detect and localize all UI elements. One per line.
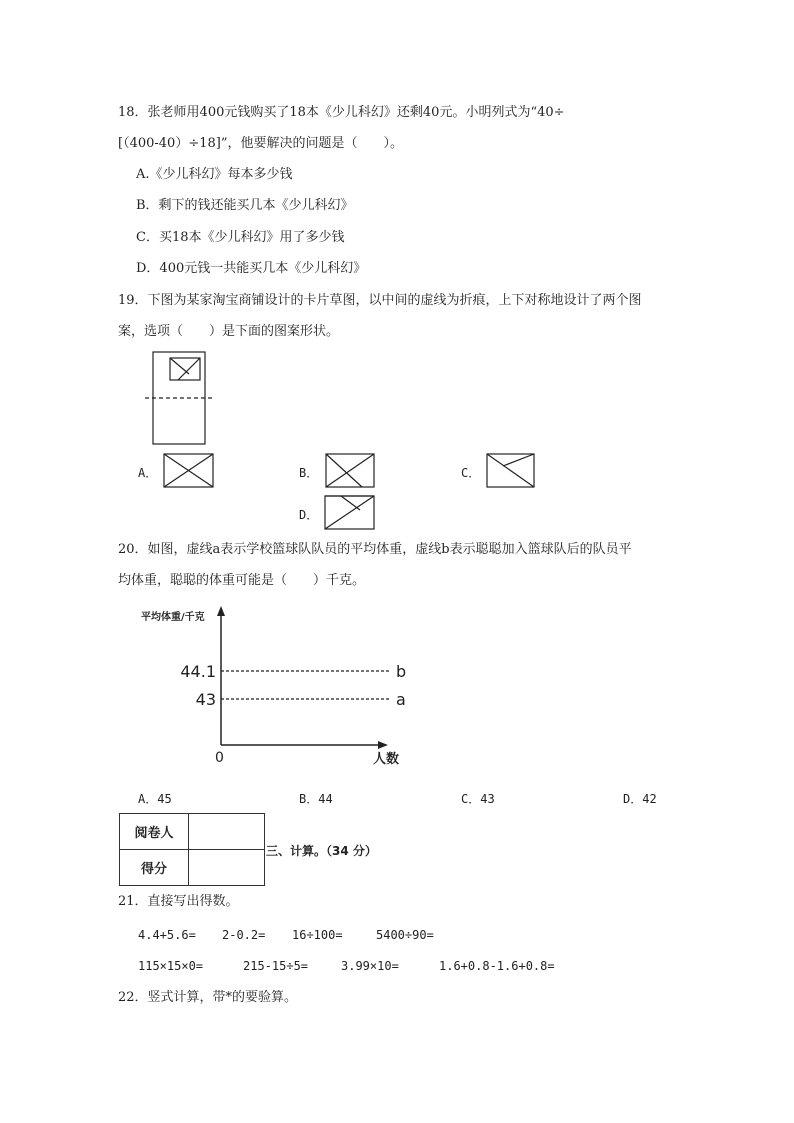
x-axis-title: 人数 — [373, 752, 400, 767]
q18-option-d: D．400元钱一共能买几本《少儿科幻》 — [136, 261, 367, 276]
score-table — [119, 813, 265, 886]
q20-option-c: C．43 — [461, 792, 495, 806]
q20-stem-line1: 20．如图，虚线a表示学校篮球队队员的平均体重，虚线b表示聪聪加入篮球队后的队员平 — [118, 542, 632, 557]
q18-option-c: C．买18本《少儿科幻》用了多少钱 — [136, 230, 345, 245]
q21-expr-2: 2-0.2= — [222, 928, 266, 942]
q18-stem-line1: 18．张老师用400元钱购买了18本《少儿科幻》还剩40元。小明列式为“40÷ — [118, 105, 565, 120]
q20-option-b: B．44 — [299, 792, 333, 806]
series-label-a: a — [396, 690, 406, 709]
score-label: 得分 — [120, 850, 189, 886]
q19-stem-line1: 19．下图为某家淘宝商铺设计的卡片草图，以中间的虚线为折痕，上下对称地设计了两个图 — [118, 293, 642, 308]
q21-title: 21．直接写出得数。 — [118, 894, 239, 909]
q18-stem-line2: [（400-40）÷18]”，他要解决的问题是（ ）。 — [118, 136, 403, 151]
q20-option-d: D．42 — [623, 792, 657, 806]
q20-option-a: A．45 — [138, 792, 172, 806]
grader-label: 阅卷人 — [120, 814, 189, 850]
origin-label: 0 — [215, 750, 224, 766]
y-axis-arrow — [217, 606, 225, 616]
q20-stem-line2: 均体重，聪聪的体重可能是（ ）千克。 — [118, 573, 366, 588]
q21-expr-1: 4.4+5.6= — [138, 928, 196, 942]
q22-title: 22．竖式计算，带*的要验算。 — [118, 990, 298, 1005]
q18-option-a: A.《少儿科幻》每本多少钱 — [136, 167, 293, 182]
section-3-title: 三、计算。（34 分） — [266, 844, 377, 858]
q19-option-d-label: D． — [299, 508, 319, 522]
y-axis-title: 平均体重/千克 — [141, 612, 205, 623]
y-tick-label-b: 44.1 — [180, 662, 216, 681]
y-tick-label-a: 43 — [195, 690, 216, 709]
series-label-b: b — [396, 662, 407, 681]
q21-expr-4: 5400÷90= — [376, 928, 434, 942]
q21-expr-6: 215-15÷5= — [243, 959, 309, 973]
q18-option-b: B．剩下的钱还能买几本《少儿科幻》 — [136, 198, 354, 213]
q21-expr-8: 1.6+0.8-1.6+0.8= — [439, 959, 555, 973]
q19-option-a-label: A． — [138, 466, 158, 480]
q19-option-b-label: B． — [299, 466, 319, 480]
x-axis-arrow — [378, 741, 388, 749]
q21-expr-5: 115×15×0= — [138, 959, 204, 973]
q21-expr-7: 3.99×10= — [341, 959, 399, 973]
score-cell — [189, 850, 265, 886]
q19-stem-line2: 案，选项（ ）是下面的图案形状。 — [118, 324, 340, 339]
grader-cell — [189, 814, 265, 850]
q21-expr-3: 16÷100= — [292, 928, 343, 942]
q19-option-c-label: C． — [461, 466, 481, 480]
